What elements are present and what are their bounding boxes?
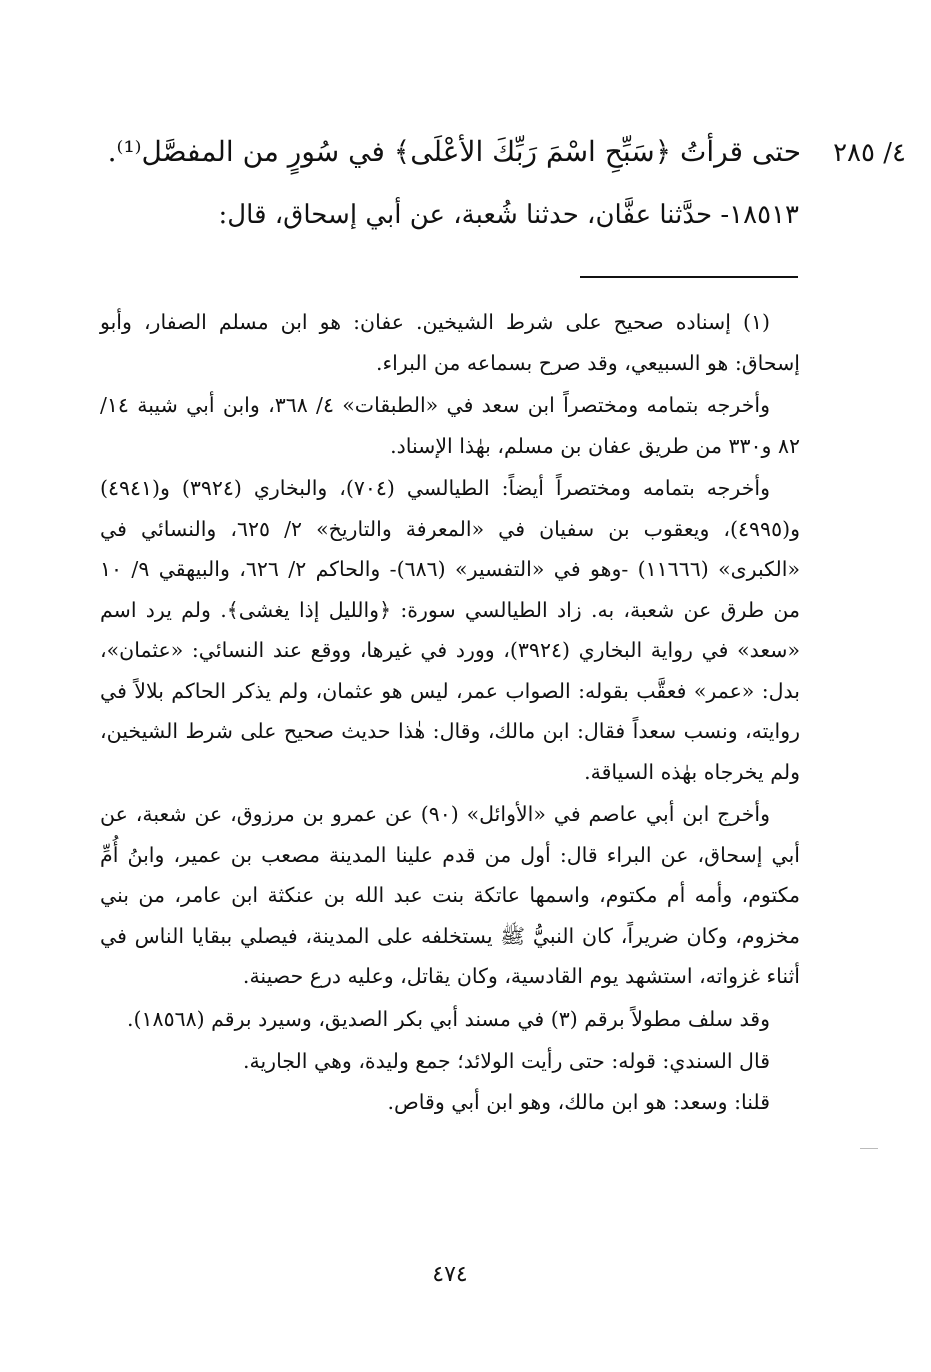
footnote-paragraph-3: وأخرجه بتمامه ومختصراً أيضاً: الطيالسي (٧٠٤)، والبخاري (٣٩٢٤) و(٤٩٤١) و(٤٩٩٥)، ويعقوب بن سفيان في «المعرفة والتاريخ» ٢/ ٦٢٥، والنسائي في «الكبرى» (١١٦٦٦) -وهو في «التفسير» (٦٨٦)- والحاكم ٢/ ٦٢٦، والبيهقي ٩/ ١٠ من طرق عن شعبة، به. زاد الطيالسي سورة: ﴿والليل إذا يغشى﴾. ولم يرد اسم «سعد» في رواية البخاري (٣٩٢٤)، وورد في غيرها، ووقع عند النسائي: «عثمان»، بدل: «عمر» فعقَّب بقوله: الصواب عمر، ليس هو عثمان، ولم يذكر الحاكم بلالاً في روايته، ونسب سعداً فقال: ابن مالك، وقال: هٰذا حديث صحيح على شرط الشيخين، ولم يخرجاه بهٰذه السياقة. (100, 476, 801, 784)
margin-mark (860, 1148, 878, 1149)
volume-page-reference: ٤/ ٢٨٥ (833, 138, 906, 168)
footnote-paragraph-2: وأخرجه بتمامه ومختصراً ابن سعد في «الطبقات» ٤/ ٣٦٨، وابن أبي شيبة ١٤/ ٨٢ و٣٣٠ من طريق عفان بن مسلم، بهٰذا الإسناد. (100, 393, 800, 458)
footnotes-block (100, 302, 800, 1122)
footnote-paragraph-7: قلنا: وسعد: هو ابن مالك، وهو ابن أبي وقاص. (387, 1089, 770, 1114)
page-number: ٤٧٤ (432, 1262, 468, 1287)
footnote-paragraph-6: قال السندي: قوله: حتى رأيت الولائد؛ جمع وليدة، وهي الجارية. (242, 1049, 770, 1073)
main-text-line-2: ١٨٥١٣- حدَّثنا عفَّان، حدثنا شُعبة، عن أبي إسحاق، قال: (218, 200, 799, 230)
footnote-paragraph-4: وأخرج ابن أبي عاصم في «الأوائل» (٩٠) عن عمرو بن مرزوق، عن شعبة، عن أبي إسحاق، عن البراء قال: أول من قدم علينا المدينة مصعب بن عمير، وابنُ أُمِّ مكتوم، وأمه أم مكتوم، واسمها عاتكة بنت عبد الله بن عنكثة ابن عامر، من بني مخزوم، وكان ضريراً، كان النبيُّ ﷺ يستخلفه على المدينة، فيصلي ببقايا الناس في أثناء غزواته، استشهد يوم القادسية، وكان يقاتل، وعليه درع حصينة. (100, 802, 800, 988)
footnote-separator (580, 276, 798, 278)
footnote-paragraph-1: (١) إسناده صحيح على شرط الشيخين. عفان: هو ابن مسلم الصفار، وأبو إسحاق: هو السبيعي، وقد صرح بسماعه من البراء. (100, 310, 800, 375)
main-text-line-1: حتى قرأتُ ﴿سَبِّحِ اسْمَ رَبِّكَ الأعْلَى﴾ في سُورٍ من المفصَّل⁽¹⁾. (107, 135, 801, 168)
footnote-paragraph-5: وقد سلف مطولاً برقم (٣) في مسند أبي بكر الصديق، وسيرد برقم (١٨٥٦٨). (127, 1006, 770, 1031)
